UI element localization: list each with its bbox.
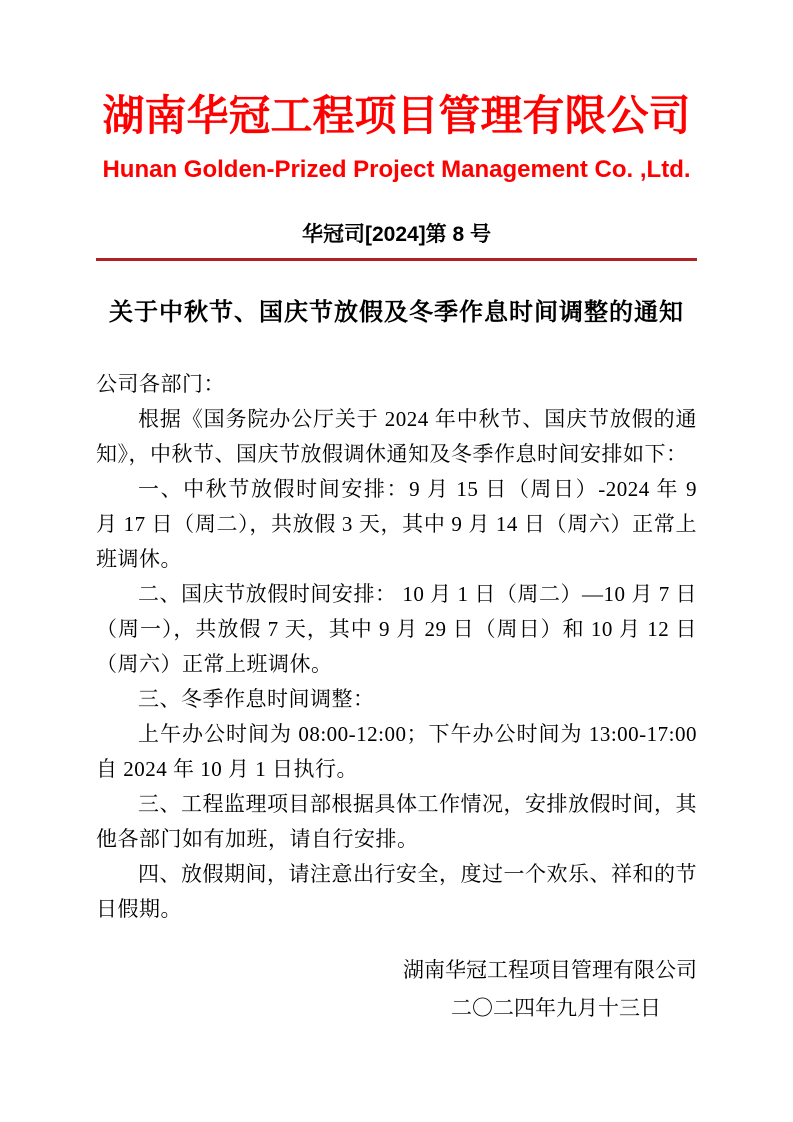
body-paragraph: 四、放假期间，请注意出行安全，度过一个欢乐、祥和的节日假期。 [96,862,697,921]
notice-body [96,367,697,927]
salutation: 公司各部门： [96,372,225,396]
company-name-cn: 湖南华冠工程项目管理有限公司 [102,92,691,139]
body-paragraph: 根据《国务院办公厅关于 2024 年中秋节、国庆节放假的通知》，中秋节、国庆节放假调休通知及冬季作息时间安排如下： [96,407,697,466]
body-paragraph: 三、工程监理项目部根据具体工作情况，安排放假时间，其他各部门如有加班，请自行安排。 [96,792,697,851]
document-content [96,0,697,1027]
doc-number: 华冠司[2024]第 8 号 [301,223,492,246]
body-paragraph: 一、中秋节放假时间安排：9 月 15 日（周日）-2024 年 9 月 17 日（周二），共放假 3 天，其中 9 月 14 日（周六）正常上班调休。 [96,477,697,571]
red-divider-line [96,258,697,261]
body-paragraph: 二、国庆节放假时间安排： 10 月 1 日（周二）—10 月 7 日（周一），共放假 7 天，其中 9 月 29 日（周日）和 10 月 12 日（周六）正常上班调休。 [96,582,697,676]
company-name-en: Hunan Golden-Prized Project Management Co. ,Ltd. [102,156,691,183]
signature-company: 湖南华冠工程项目管理有限公司 [403,958,697,982]
body-paragraph: 三、冬季作息时间调整： [138,687,375,711]
body-paragraph: 上午办公时间为 08:00-12:00；下午办公时间为 13:00-17:00 自 2024 年 10 月 1 日执行。 [96,722,697,781]
signature-date: 二〇二四年九月十三日 [451,996,661,1020]
notice-title: 关于中秋节、国庆节放假及冬季作息时间调整的通知 [109,300,684,326]
signature-block [96,951,697,1027]
